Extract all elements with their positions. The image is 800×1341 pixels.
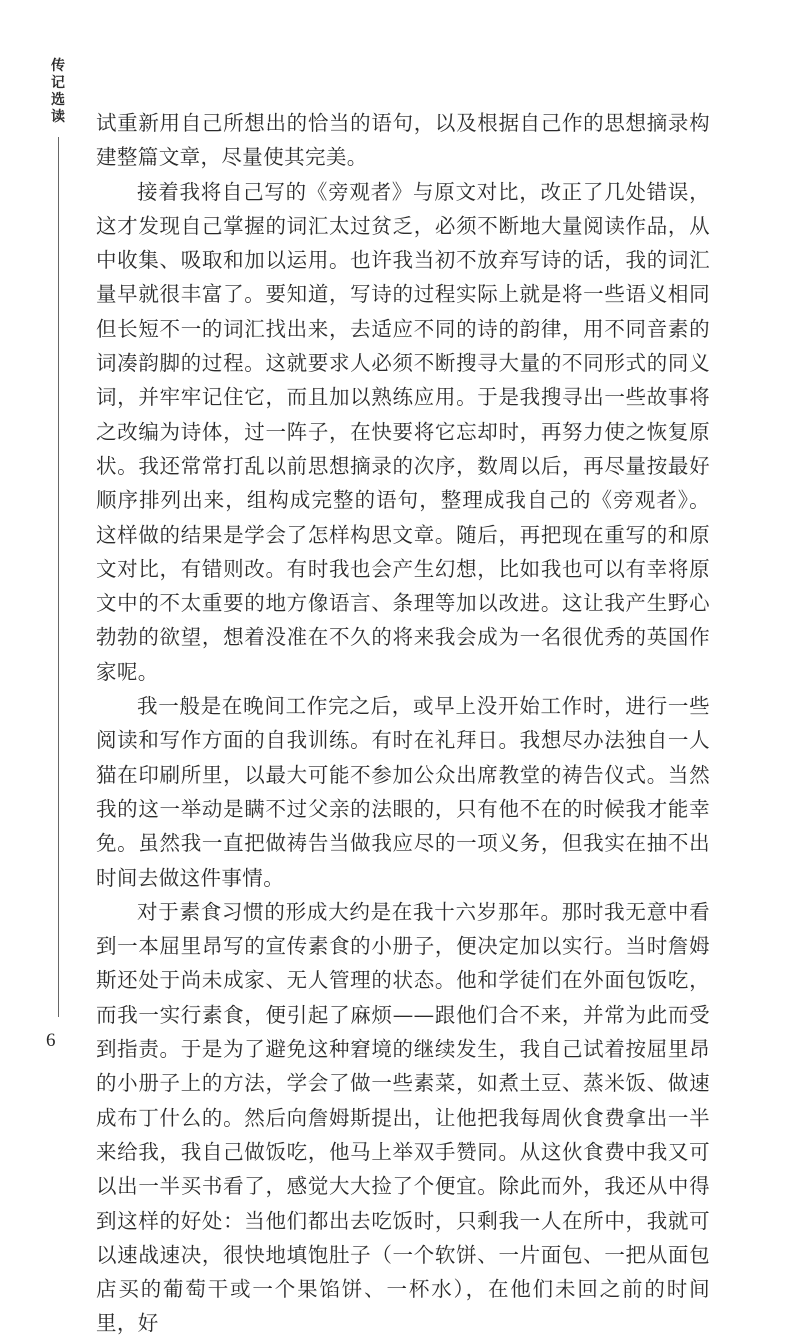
side-rule xyxy=(58,137,59,1017)
side-section-label xyxy=(48,58,68,126)
paragraph: 对于素食习惯的形成大约是在我十六岁那年。那时我无意中看到一本屈里昂写的宣传素食的小册子，便决定加以实行。当时詹姆斯还处于尚未成家、无人管理的状态。他和学徒们在外面包饭吃，而我一实行素食，便引起了麻烦——跟他们合不来，并常为此而受到指责。于是为了避免这种窘境的继续发生，我自己试着按屈里昂的小册子上的方法，学会了做一些素菜，如煮土豆、蒸米饭、做速成布丁什么的。然后向詹姆斯提出，让他把我每周伙食费拿出一半来给我，我自己做饭吃，他马上举双手赞同。从这伙食费中我又可以出一半买书看了，感觉大大捡了个便宜。除此而外，我还从中得到这样的好处：当他们都出去吃饭时，只剩我一人在所中，我就可以速战速决，很快地填饱肚子（一个软饼、一片面包、一把从面包店买的葡萄干或一个果馅饼、一杯水），在他们未回之前的时间里，好 xyxy=(96,899,710,1336)
side-label-char: 传 xyxy=(51,58,65,74)
paragraph: 试重新用自己所想出的恰当的语句，以及根据自己作的思想摘录构建整篇文章，尽量使其完美。 xyxy=(96,111,710,170)
paragraph: 接着我将自己写的《旁观者》与原文对比，改正了几处错误，这才发现自己掌握的词汇太过贫乏，必须不断地大量阅读作品，从中收集、吸取和加以运用。也许我当初不放弃写诗的话，我的词汇量早就很丰富了。要知道，写诗的过程实际上就是将一些语义相同但长短不一的词汇找出来，去适应不同的诗的韵律，用不同音素的词凑韵脚的过程。这就要求人必须不断搜寻大量的不同形式的同义词，并牢牢记住它，而且加以熟练应用。于是我搜寻出一些故事将之改编为诗体，过一阵子，在快要将它忘却时，再努力使之恢复原状。我还常常打乱以前思想摘录的次序，数周以后，再尽量按最好顺序排列出来，组构成完整的语句，整理成我自己的《旁观者》。这样做的结果是学会了怎样构思文章。随后，再把现在重写的和原文对比，有错则改。有时我也会产生幻想，比如我也可以有幸将原文中的不太重要的地方像语言、条理等加以改进。这让我产生野心勃勃的欲望，想着没准在不久的将来我会成为一名很优秀的英国作家呢。 xyxy=(96,179,710,684)
side-label-char: 选 xyxy=(51,92,65,108)
body-text xyxy=(96,106,710,1341)
side-label-char: 读 xyxy=(51,109,65,125)
page-number: 6 xyxy=(46,1030,56,1051)
side-label-char: 记 xyxy=(51,75,65,91)
paragraph: 我一般是在晚间工作完之后，或早上没开始工作时，进行一些阅读和写作方面的自我训练。有时在礼拜日。我想尽办法独自一人猫在印刷所里，以最大可能不参加公众出席教堂的祷告仪式。当然我的这一举动是瞒不过父亲的法眼的，只有他不在的时候我才能幸免。虽然我一直把做祷告当做我应尽的一项义务，但我实在抽不出时间去做这件事情。 xyxy=(96,694,710,890)
